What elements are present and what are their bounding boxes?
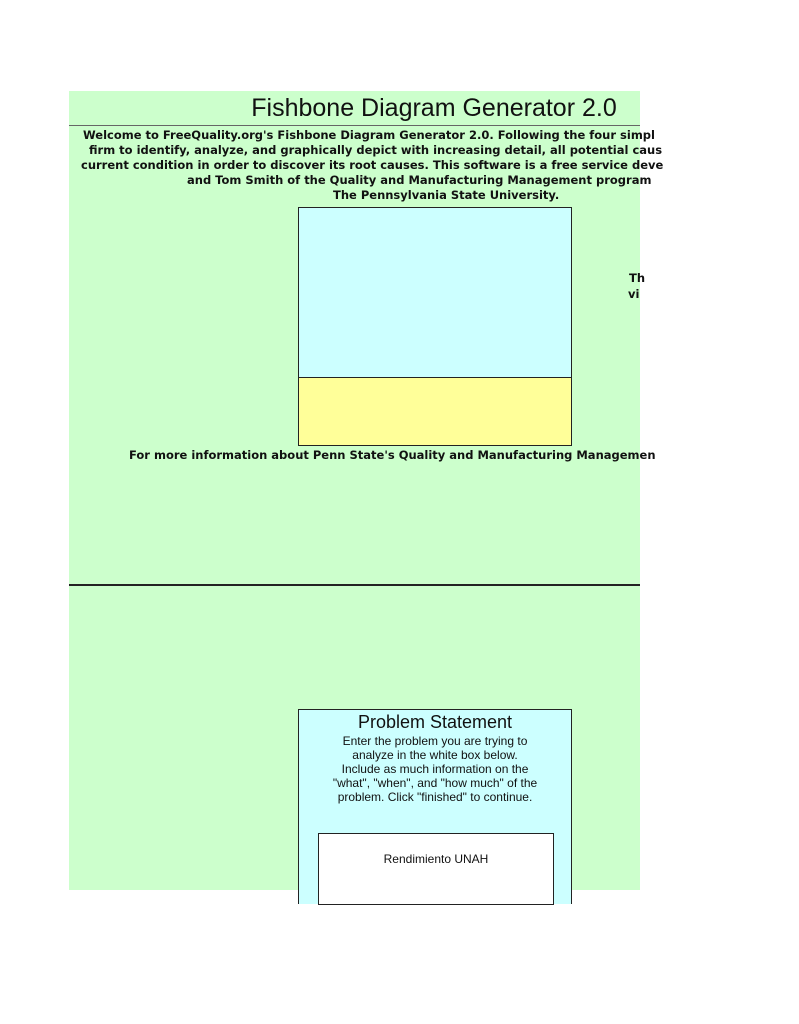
intro-line: current condition in order to discover its root causes. This software is a free service deve xyxy=(81,158,664,172)
problem-input-value: Rendimiento UNAH xyxy=(383,852,489,866)
side-text-fragment: vi xyxy=(628,287,640,301)
intro-line: Welcome to FreeQuality.org's Fishbone Diagram Generator 2.0. Following the four simpl xyxy=(83,128,655,142)
instruction-line: "what", "when", and "how much" of the xyxy=(332,776,538,790)
problem-input[interactable] xyxy=(318,833,554,905)
instruction-line: problem. Click "finished" to continue. xyxy=(337,790,533,804)
intro-line: The Pennsylvania State University. xyxy=(333,188,560,202)
spreadsheet-area xyxy=(69,91,664,890)
instruction-line: Include as much information on the xyxy=(341,762,529,776)
instruction-line: analyze in the white box below. xyxy=(352,748,518,762)
more-info-text: For more information about Penn State's Quality and Manufacturing Managemen xyxy=(129,448,656,462)
intro-line: and Tom Smith of the Quality and Manufacturing Management program xyxy=(187,173,652,187)
page-title: Fishbone Diagram Generator 2.0 xyxy=(251,94,617,122)
instruction-line: Enter the problem you are trying to xyxy=(342,734,528,748)
info-panel xyxy=(298,207,572,379)
title-divider xyxy=(69,125,640,126)
problem-statement-panel xyxy=(298,734,572,904)
intro-line: firm to identify, analyze, and graphically depict with increasing detail, all potential caus xyxy=(89,143,663,157)
side-text-fragment: Th xyxy=(629,271,646,285)
section-divider xyxy=(69,584,640,586)
info-panel-footer xyxy=(298,377,572,446)
problem-statement-instructions xyxy=(299,734,571,804)
problem-statement-header: Problem Statement xyxy=(298,709,572,735)
